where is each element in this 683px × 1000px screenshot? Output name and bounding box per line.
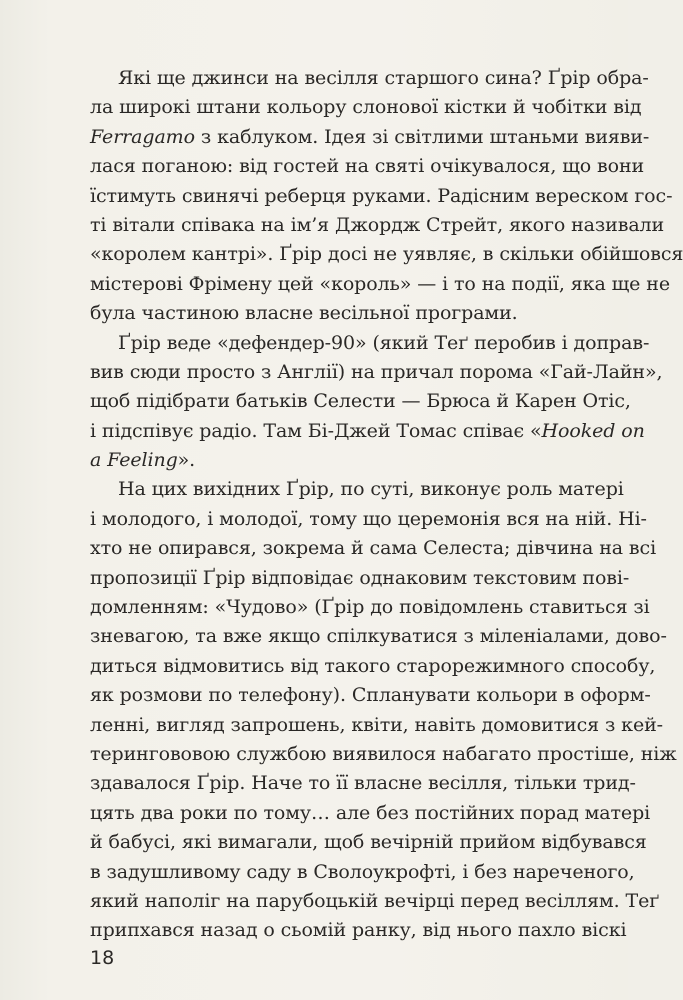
text-line: їстимуть свинячі реберця руками. Радісним вереском гос- (90, 184, 673, 207)
text-line: зневагою, та вже якщо спілкуватися з міленіалами, дово- (90, 625, 667, 648)
text-line: Які ще джинси на весілля старшого сина? Ґрір обра- (118, 67, 649, 89)
text-line: була частиною власне весільної програми. (90, 302, 518, 325)
body-text (90, 64, 683, 946)
text-line: «королем кантрі». Ґрір досі не уявляє, в скільки обійшовся (90, 243, 683, 266)
text-line: терингововою службою виявилося набагато простіше, ніж (90, 742, 677, 765)
text-line: ті вітали співака на ім’я Джордж Стрейт, якого називали (90, 213, 665, 236)
text-line: в задушливому саду в Сволоукрофті, і без нареченого, (90, 860, 635, 883)
text-line: й бабусі, які вимагали, щоб вечірній прийом відбувався (90, 831, 647, 854)
text-line: здавалося Ґрір. Наче то її власне весілля, тільки трид- (90, 772, 636, 795)
text-line: Ґрір веде «дефендер-90» (який Теґ перобив і доправ- (118, 331, 650, 354)
text-line: ла широкі штани кольору слонової кістки й чобітки від (90, 96, 642, 119)
text-line: цять два роки по тому… але без постійних порад матері (90, 801, 651, 824)
italic-text: Ferragamo (90, 125, 195, 148)
text-line: містерові Фрімену цей «король» — і то на події, яка ще не (90, 272, 670, 295)
text-line: лася поганою: від гостей на святі очікувалося, що вони (90, 155, 645, 178)
text-line: диться відмовитись від такого старорежимного способу, (90, 654, 656, 677)
italic-text: a Feeling (90, 449, 178, 472)
text-line: пропозиції Ґрір відповідає однаковим текстовим пові- (90, 566, 630, 589)
text-line: і молодого, і молодої, тому що церемонія вся на ній. Ні- (90, 507, 647, 530)
text-line: який наполіг на парубоцькій вечірці перед весіллям. Теґ (90, 889, 660, 912)
text-line: хто не опирався, зокрема й сама Селеста; дівчина на всі (90, 537, 657, 560)
text-line: і підспівує радіо. Там Бі-Джей Томас співає «Hooked on (90, 419, 645, 442)
text-line-italic-brand (90, 123, 650, 152)
text-line: щоб підібрати батьків Селести — Брюса й Карен Отіс, (90, 390, 631, 413)
text-line: домленням: «Чудово» (Ґрір до повідомлень ставиться зі (90, 596, 650, 619)
text-line: як розмови по телефону). Спланувати кольори в оформ- (90, 684, 651, 707)
page-number: 18 (90, 947, 115, 969)
text-line: a Feeling». (90, 449, 196, 472)
text-line: ленні, вигляд запрошень, квіти, навіть домовитися з кей- (90, 713, 663, 736)
italic-text: Hooked on (541, 419, 645, 442)
text-line: На цих вихідних Ґрір, по суті, виконує роль матері (118, 478, 624, 501)
text-line-content: Ferragamo з каблуком. Ідея зі світлими штаньми вияви- (90, 125, 650, 148)
text-line: вив сюди просто з Англії) на причал порома «Гай-Лайн», (90, 360, 663, 383)
text-line: припхався назад о сьомій ранку, від нього пахло віскі (90, 919, 627, 942)
